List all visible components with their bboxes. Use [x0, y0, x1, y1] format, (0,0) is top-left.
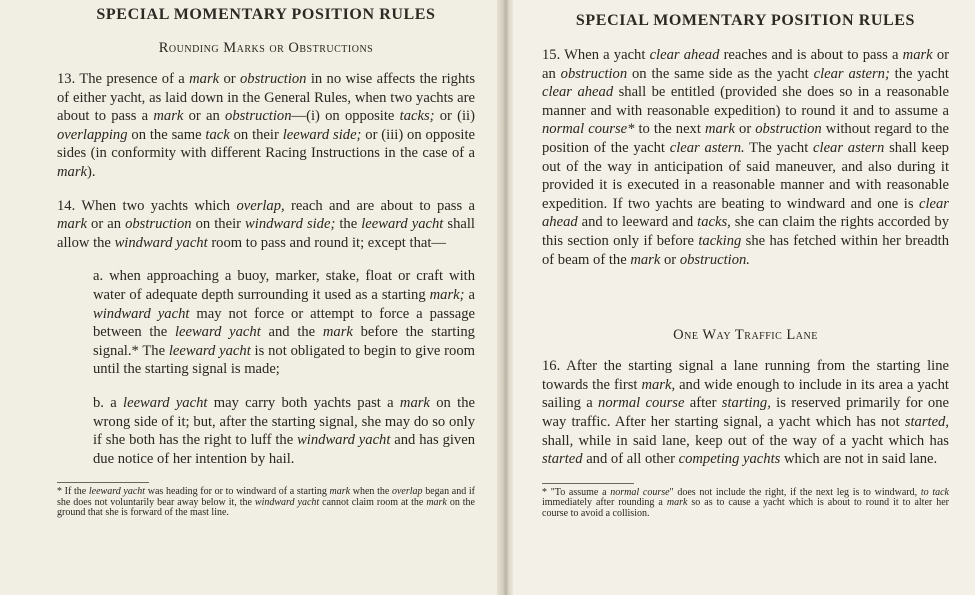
italic-term: leeward yacht [361, 216, 444, 233]
italic-term: leeward yacht [168, 342, 251, 359]
italic-term: normal course [610, 486, 670, 498]
running-head: SPECIAL MOMENTARY POSITION RULES [96, 6, 436, 23]
italic-term: leeward yacht [88, 486, 146, 498]
italic-term: mark [426, 496, 447, 508]
italic-term: started, [904, 413, 949, 430]
italic-term: mark [322, 324, 353, 341]
italic-term: windward yacht [297, 432, 391, 449]
italic-term: started [542, 451, 583, 468]
italic-term: tacks, [697, 214, 731, 231]
rule-13: 13. The presence of a mark or obstruction in no wise affects the rights of either yacht, as laid down in the General Rules, when two yachts are about to pass a mark or an obstruction—(i) on opposite tacks; or (ii) overlapping on the same tack on their leeward side; or (iii) on opposite sides (in conformity with different Racing Instructions in the case of a mark). [57, 71, 475, 180]
right-page [505, 0, 975, 595]
italic-term: leeward yacht [123, 394, 208, 411]
italic-term: mark [902, 47, 933, 63]
italic-term: overlapping [57, 126, 128, 143]
italic-term: mark [57, 216, 87, 233]
footnote-divider [542, 483, 634, 484]
italic-term: mark [666, 497, 688, 509]
italic-term: tacking [698, 232, 742, 249]
section-heading: One Way Traffic Lane [673, 327, 818, 344]
italic-term: clear astern [813, 139, 885, 156]
italic-term: mark [57, 163, 87, 180]
italic-term: mark [399, 394, 430, 411]
italic-term: obstruction [560, 65, 628, 82]
italic-term: tacks; [399, 108, 435, 125]
italic-term: obstruction. [679, 251, 750, 268]
italic-term: tack [205, 126, 230, 143]
italic-term: mark [630, 251, 661, 268]
footnote-divider [57, 482, 149, 483]
italic-term: competing yachts [678, 451, 781, 468]
italic-term: normal course [598, 395, 685, 412]
italic-term: overlap, [236, 197, 285, 214]
italic-term: obstruction [225, 108, 292, 125]
italic-term: obstruction [755, 121, 822, 138]
footnote: * "To assume a normal course" does not include the right, if the next leg is to windward, to tack immediately after rounding a mark so as to cause a yacht which is about to round it to alter her course to avoid a collision. [542, 486, 949, 519]
italic-term: obstruction [240, 71, 307, 87]
italic-term: mark [704, 121, 735, 138]
italic-term: windward side; [245, 216, 336, 233]
italic-term: clear astern; [813, 65, 890, 82]
book-gutter [497, 0, 513, 595]
italic-term: mark [189, 71, 220, 87]
italic-term: clear ahead [542, 195, 949, 231]
rule-14: 14. When two yachts which overlap, reach and are about to pass a mark or an obstruction on their windward side; the leeward yacht shall allow the windward yacht room to pass and round it; except that— [57, 197, 476, 251]
italic-term: normal course* [542, 121, 635, 138]
rule-16: 16. After the starting signal a lane running from the starting line towards the first mark, and wide enough to include in its area a yacht sailing a normal course after starting, is reserved primarily for one way traffic. After her starting signal, a yacht which has not started, shall, while in said lane, keep out of the way of a yacht which has started and of all other competing yachts which are not in said lane. [542, 358, 949, 468]
italic-term: clear astern. [669, 139, 745, 156]
italic-term: leeward yacht [174, 324, 261, 341]
italic-term: starting, [721, 395, 771, 412]
italic-term: clear ahead [542, 84, 614, 101]
italic-term: mark, [641, 376, 676, 393]
italic-term: leeward side; [282, 126, 362, 143]
rule-14-a: a. when approaching a buoy, marker, stake, float or craft with water of adequate depth surrounding it used as a starting mark; a windward yacht may not force or attempt to force a passage between the leeward yacht and the mark before the starting signal.* The leeward yacht is not obligated to begin to give room until the starting signal is made; [93, 268, 475, 378]
italic-term: to tack [920, 486, 949, 498]
italic-term: overlap [391, 486, 423, 498]
italic-term: windward yacht [114, 234, 208, 251]
italic-term: mark [153, 108, 184, 125]
footnote: * If the leeward yacht was heading for or to windward of a starting mark when the overlap began and if she does not voluntarily bear away below it, the windward yacht cannot claim room at the mark on the ground that she is forward of the mast line. [57, 486, 475, 519]
italic-term: windward yacht [93, 305, 190, 322]
italic-term: obstruction [125, 216, 192, 233]
section-heading: Rounding Marks or Obstructions [158, 40, 374, 56]
rule-15: 15. When a yacht clear ahead reaches and is about to pass a mark or an obstruction on the same side as the yacht clear astern; the yacht clear ahead shall be entitled (provided she does so in a reasonable manner and with reasonable expedition) to round it and to assume a normal course* to the next mark or obstruction without regard to the position of the yacht clear astern. The yacht clear astern shall keep out of the way in anticipation of said maneuver, and also during it provided it is executed in a reasonable manner and with reasonable expedition. If two yachts are beating to windward and one is clear ahead and to leeward and tacks, she can claim the rights accorded by this section only if before tacking she has fetched within her breadth of beam of the mark or obstruction. [542, 47, 949, 268]
italic-term: mark [329, 486, 351, 498]
italic-term: mark; [429, 286, 465, 303]
running-head: SPECIAL MOMENTARY POSITION RULES [575, 12, 916, 29]
italic-term: clear ahead [649, 47, 720, 63]
rule-14-b: b. a leeward yacht may carry both yachts past a mark on the wrong side of it; but, after the starting signal, she may do so only if she both has the right to luff the windward yacht and has given due notice of her intention by hail. [93, 394, 475, 467]
italic-term: windward yacht [254, 496, 320, 508]
